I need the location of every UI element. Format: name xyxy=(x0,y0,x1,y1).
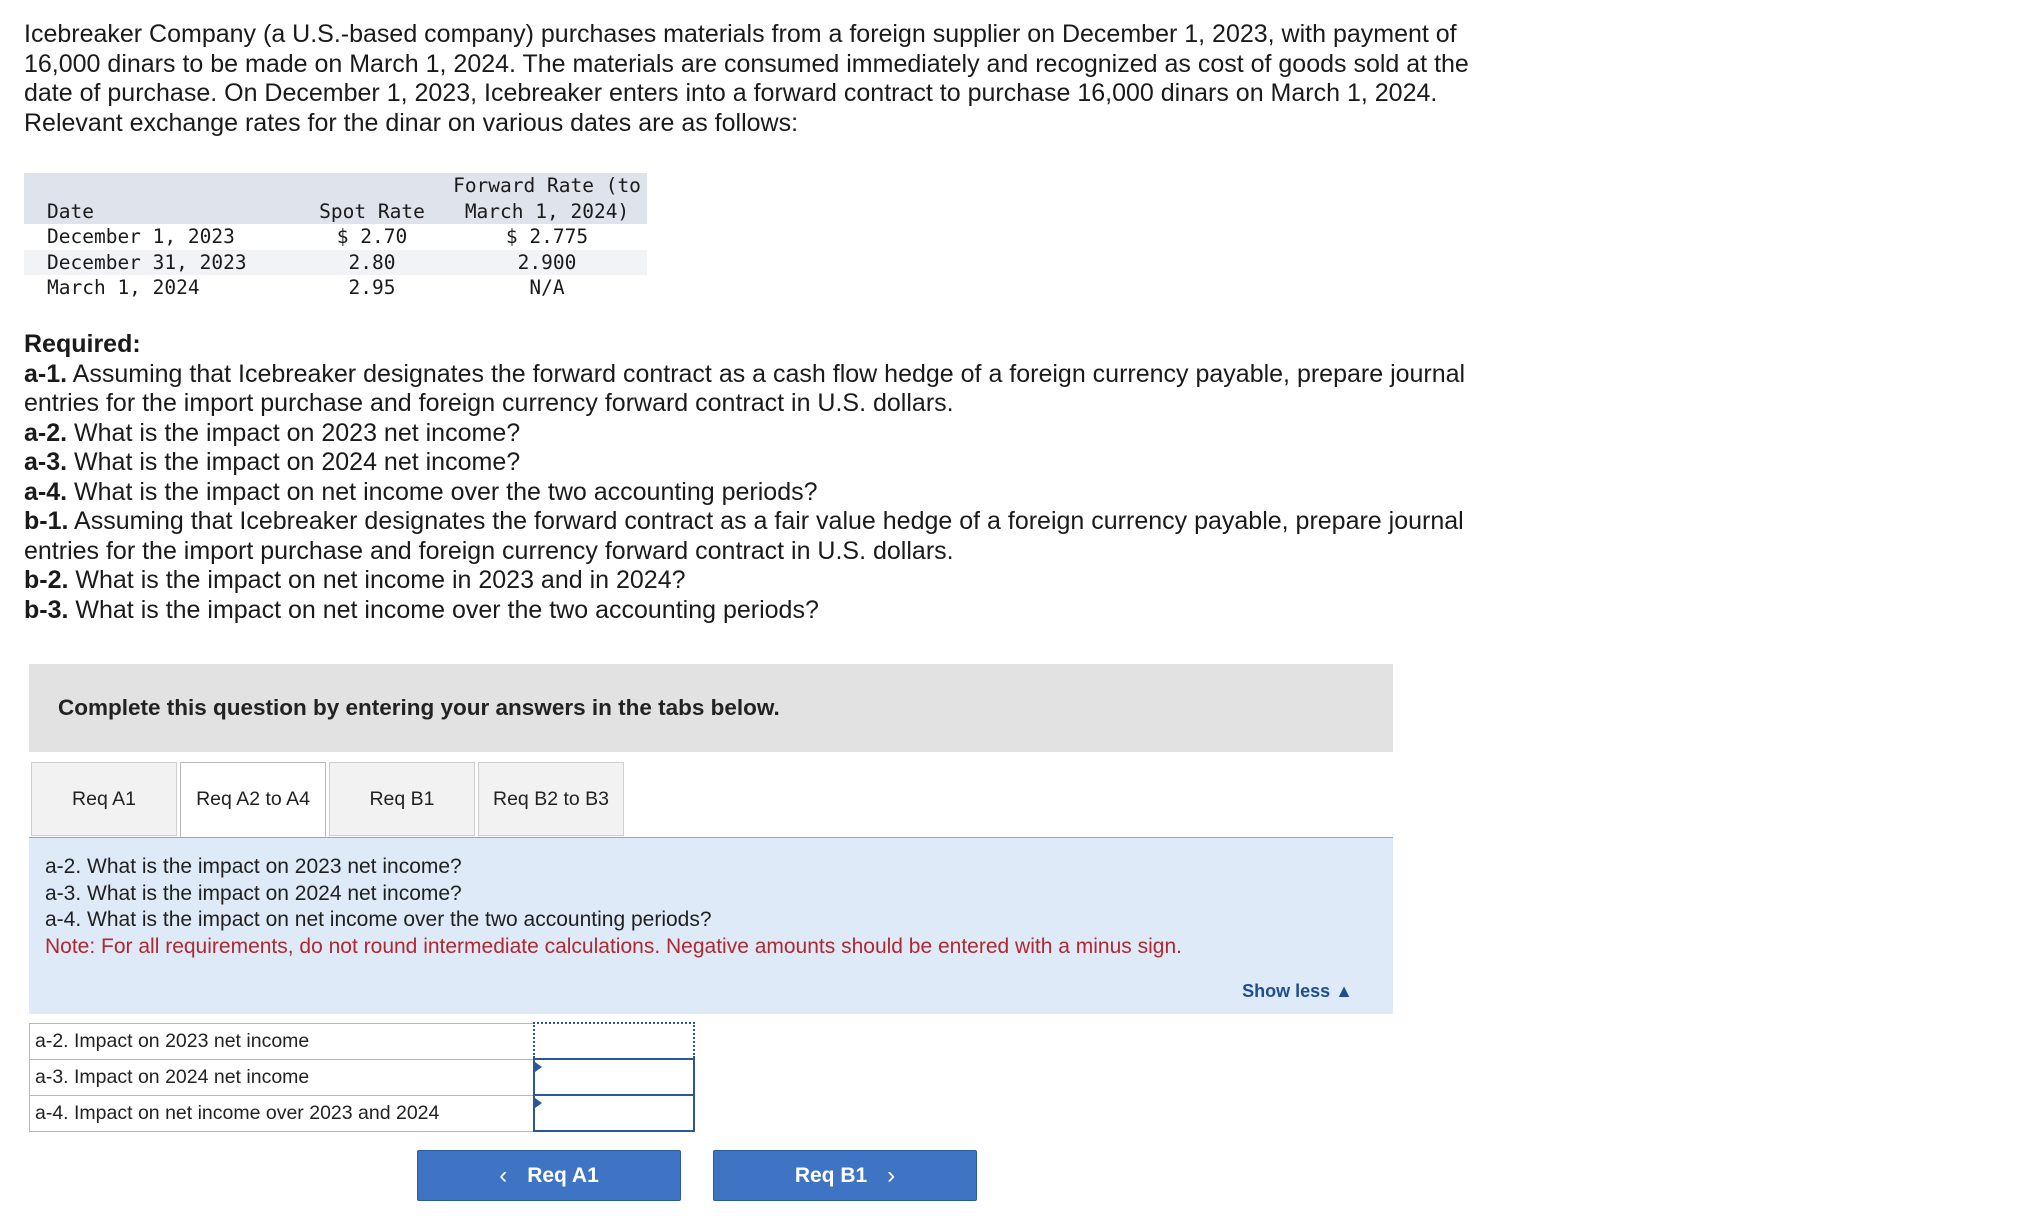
rates-cell-spot: 2.80 xyxy=(297,250,447,276)
answer-label: a-3. Impact on 2024 net income xyxy=(30,1059,534,1095)
required-item xyxy=(24,596,1514,626)
required-item-text: What is the impact on net income over the two accounting periods? xyxy=(68,595,819,624)
required-item-text: Assuming that Icebreaker designates the forward contract as a cash flow hedge of a foreign currency payable, prepare journal entries for the import purchase and foreign currency forward contract in U.S. dollars. xyxy=(24,359,1466,417)
question-panel xyxy=(29,838,1393,1014)
answer-row xyxy=(30,1059,694,1095)
answer-input-2023[interactable] xyxy=(535,1024,693,1058)
rates-header-spot: Spot Rate xyxy=(297,173,447,224)
triangle-up-icon: ▲ xyxy=(1335,981,1353,1001)
requirement-tabs xyxy=(31,762,624,838)
rates-header-forward: Forward Rate (to March 1, 2024) xyxy=(447,173,647,224)
tab-req-b1[interactable]: Req B1 xyxy=(329,762,475,836)
prev-req-button[interactable] xyxy=(417,1150,681,1201)
required-item-label: b-2. xyxy=(24,566,69,594)
answer-table xyxy=(29,1022,695,1132)
rates-cell-spot: 2.95 xyxy=(348,276,396,299)
required-item-label: a-4. xyxy=(24,477,68,506)
exchange-rates-table xyxy=(24,173,647,301)
required-item-label: a-1. xyxy=(24,359,68,388)
required-item xyxy=(24,448,1514,478)
answer-row xyxy=(30,1023,694,1059)
required-item-label: b-1. xyxy=(24,507,69,535)
chevron-left-icon: ‹ xyxy=(499,1161,508,1189)
rates-cell-date: December 31, 2023 xyxy=(24,250,297,276)
required-section xyxy=(24,330,1514,625)
answer-cell xyxy=(534,1059,694,1095)
panel-question-line: a-2. What is the impact on 2023 net income? xyxy=(45,855,462,878)
rates-row xyxy=(24,250,647,276)
answer-label: a-4. Impact on net income over 2023 and 2024 xyxy=(30,1095,534,1131)
rates-header-date: Date xyxy=(24,173,297,224)
panel-question-line: a-3. What is the impact on 2024 net income? xyxy=(45,881,462,905)
panel-note: Note: For all requirements, do not round intermediate calculations. Negative amounts should be entered with a minus sign. xyxy=(45,934,1182,958)
tab-req-a2-to-a4[interactable]: Req A2 to A4 xyxy=(180,762,326,838)
answer-label: a-2. Impact on 2023 net income xyxy=(30,1023,534,1059)
prev-req-label: Req A1 xyxy=(527,1163,599,1187)
tab-req-b2-to-b3[interactable]: Req B2 to B3 xyxy=(478,762,624,836)
rates-cell-date: March 1, 2024 xyxy=(47,276,200,299)
answer-input-total[interactable] xyxy=(535,1096,693,1130)
problem-statement: Icebreaker Company (a U.S.-based company) purchases materials from a foreign supplier on December 1, 2023, with payment of 16,000 dinars to be made on March 1, 2024. The materials are consumed immediately and recognized as cost of goods sold at the date of purchase. On December 1, 2023, Icebreaker enters into a forward contract to purchase 16,000 dinars on March 1, 2024. Relevant exchange rates for the dinar on various dates are as follows: xyxy=(24,20,1469,137)
required-heading: Required: xyxy=(24,330,141,358)
tab-req-a1[interactable]: Req A1 xyxy=(31,762,177,836)
show-less-link[interactable] xyxy=(1242,978,1353,1005)
required-item-text: What is the impact on net income in 2023 and in 2024? xyxy=(68,566,686,594)
next-req-button[interactable] xyxy=(713,1150,977,1201)
rates-cell-forward: $ 2.775 xyxy=(505,225,589,248)
rates-row xyxy=(24,224,647,250)
rates-cell-forward: 2.900 xyxy=(447,250,647,276)
required-item-label: a-2. xyxy=(24,418,68,447)
required-item-text: What is the impact on 2023 net income? xyxy=(67,418,521,447)
rates-cell-date: December 1, 2023 xyxy=(47,225,235,248)
answer-input-2024[interactable] xyxy=(535,1060,693,1094)
rates-cell-forward: N/A xyxy=(529,276,565,299)
rates-header-row xyxy=(24,173,647,224)
required-item xyxy=(24,419,1514,449)
required-item-text: What is the impact on 2024 net income? xyxy=(67,448,521,476)
answer-row xyxy=(30,1095,694,1131)
instructions-banner: Complete this question by entering your answers in the tabs below. xyxy=(29,664,1393,752)
show-less-label: Show less xyxy=(1242,981,1331,1001)
required-item-text: Assuming that Icebreaker designates the forward contract as a fair value hedge of a foreign currency payable, prepare journal entries for the import purchase and foreign currency forward contract in U.S. dollars. xyxy=(24,507,1464,565)
answer-cell xyxy=(534,1023,694,1059)
required-item xyxy=(24,566,1514,596)
required-item xyxy=(24,360,1514,419)
rates-cell-spot: $ 2.70 xyxy=(336,225,408,248)
required-item-text: What is the impact on net income over the two accounting periods? xyxy=(67,477,818,506)
required-item-label: a-3. xyxy=(24,448,68,476)
cell-marker-icon xyxy=(535,1062,542,1072)
answer-cell xyxy=(534,1095,694,1131)
required-item xyxy=(24,507,1514,566)
required-item-label: b-3. xyxy=(24,595,69,624)
rates-row xyxy=(24,275,647,301)
required-item xyxy=(24,478,1514,508)
cell-marker-icon xyxy=(535,1098,542,1108)
panel-question-line: a-4. What is the impact on net income over the two accounting periods? xyxy=(45,908,712,931)
next-req-label: Req B1 xyxy=(794,1163,868,1187)
chevron-right-icon: › xyxy=(887,1161,896,1189)
